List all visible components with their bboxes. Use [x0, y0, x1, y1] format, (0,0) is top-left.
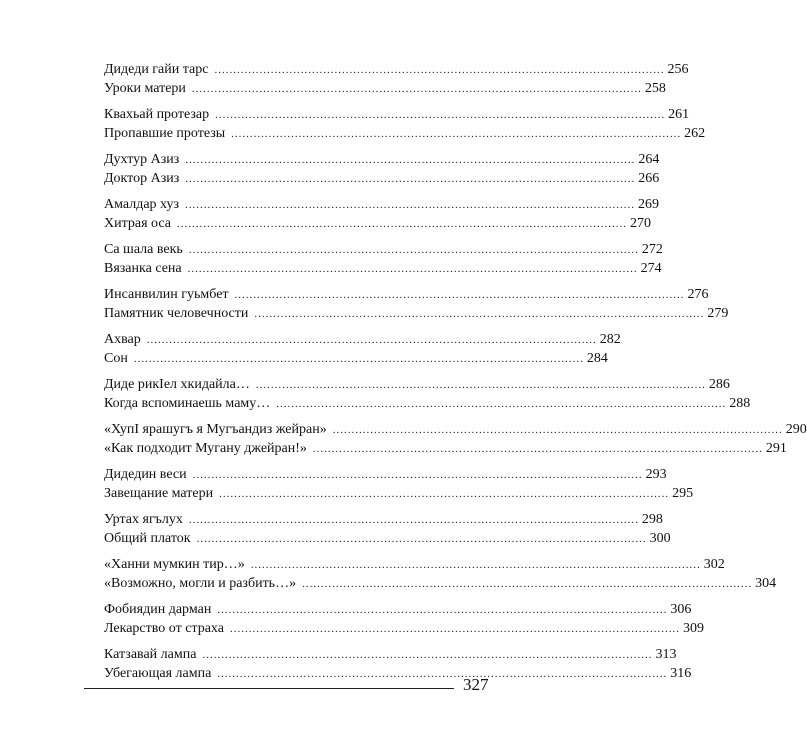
dot-leader: ........................................................................................................................ [217, 668, 668, 680]
toc-entry-title: Пропавшие протезы [104, 126, 226, 141]
toc-entry-title: Ахвар [104, 332, 141, 347]
toc-entry-page: 293 [645, 467, 667, 482]
toc-entry-page: 286 [708, 377, 730, 392]
dot-leader: ........................................................................................................................ [255, 379, 706, 391]
toc-entry-title: Инсанвилин гуьмбет [104, 287, 229, 302]
toc-entry-page: 274 [640, 261, 662, 276]
toc-entry [104, 375, 730, 394]
toc-entry-page: 276 [687, 287, 709, 302]
toc-entry [104, 214, 651, 233]
toc-entry [104, 60, 689, 79]
table-of-contents [104, 60, 807, 690]
toc-entry-title: «Возможно, могли и разбить…» [104, 576, 297, 591]
toc-entry-title: Доктор Азиз [104, 171, 180, 186]
toc-group [104, 510, 671, 548]
toc-entry [104, 484, 694, 503]
toc-group [104, 330, 621, 368]
toc-group [104, 150, 660, 188]
toc-entry-page: 279 [707, 306, 729, 321]
toc-group [104, 195, 660, 233]
toc-entry-page: 261 [668, 107, 690, 122]
toc-entry-title: Диде рикIел хкидайла… [104, 377, 250, 392]
toc-entry-title: «Как подходит Мугану джейран!» [104, 441, 307, 456]
toc-entry [104, 439, 787, 458]
dot-leader: ........................................................................................................................ [250, 559, 701, 571]
toc-entry-page: 298 [641, 512, 663, 527]
dot-leader: ........................................................................................................................ [133, 353, 584, 365]
toc-entry-title: Уртах ягълух [104, 512, 183, 527]
toc-entry-page: 302 [703, 557, 725, 572]
dot-leader: ........................................................................................................................ [202, 649, 653, 661]
toc-group [104, 420, 807, 458]
toc-entry-page: 290 [785, 422, 807, 437]
toc-entry [104, 304, 729, 323]
toc-entry [104, 169, 660, 188]
dot-leader: ........................................................................................................................ [187, 263, 638, 275]
toc-entry-title: Амалдар хуз [104, 197, 180, 212]
dot-leader: ........................................................................................................................ [231, 128, 682, 140]
toc-group [104, 60, 689, 98]
toc-entry-page: 304 [755, 576, 777, 591]
dot-leader: ........................................................................................................................ [188, 514, 639, 526]
toc-entry-page: 309 [682, 621, 704, 636]
toc-group [104, 105, 706, 143]
dot-leader: ........................................................................................................................ [215, 109, 666, 121]
toc-entry-page: 272 [641, 242, 663, 257]
toc-entry-page: 313 [655, 647, 677, 662]
toc-entry-title: Дидеди гайи тарс [104, 62, 209, 77]
toc-entry-page: 256 [667, 62, 689, 77]
toc-entry-title: Квахьай протезар [104, 107, 210, 122]
toc-entry [104, 555, 725, 574]
dot-leader: ........................................................................................................................ [196, 533, 647, 545]
toc-group [104, 375, 751, 413]
toc-entry-page: 284 [586, 351, 608, 366]
toc-entry [104, 285, 709, 304]
toc-entry [104, 529, 671, 548]
toc-entry [104, 79, 666, 98]
toc-entry-title: Лекарство от страха [104, 621, 224, 636]
dot-leader: ........................................................................................................................ [185, 154, 636, 166]
toc-entry [104, 574, 777, 593]
toc-group [104, 465, 694, 503]
dot-leader: ........................................................................................................................ [188, 244, 639, 256]
toc-entry [104, 105, 690, 124]
dot-leader: ........................................................................................................................ [214, 64, 665, 76]
toc-entry-title: «Ханни мумкин тир…» [104, 557, 245, 572]
dot-leader: ........................................................................................................................ [302, 578, 753, 590]
dot-leader: ........................................................................................................................ [332, 424, 783, 436]
toc-entry-page: 316 [670, 666, 692, 681]
toc-entry-title: Духтур Азиз [104, 152, 180, 167]
toc-entry [104, 259, 662, 278]
dot-leader: ........................................................................................................................ [185, 173, 636, 185]
dot-leader: ........................................................................................................................ [312, 443, 763, 455]
dot-leader: ........................................................................................................................ [146, 334, 597, 346]
toc-entry [104, 465, 667, 484]
toc-entry [104, 240, 663, 259]
toc-entry-title: «ХупI ярашугъ я Мугъандиз жейран» [104, 422, 327, 437]
toc-entry-page: 270 [630, 216, 651, 231]
toc-entry [104, 349, 608, 368]
toc-entry-page: 282 [599, 332, 621, 347]
page-number: 327 [463, 675, 489, 694]
toc-entry [104, 510, 663, 529]
toc-entry-page: 258 [644, 81, 666, 96]
toc-group [104, 240, 663, 278]
toc-entry-title: Фобиядин дарман [104, 602, 212, 617]
toc-entry-title: Са шала векь [104, 242, 183, 257]
toc-entry-title: Катзавай лампа [104, 647, 197, 662]
dot-leader: ........................................................................................................................ [191, 83, 642, 95]
toc-entry [104, 150, 660, 169]
toc-entry-title: Вязанка сена [104, 261, 182, 276]
footer-rule [84, 688, 454, 689]
toc-entry [104, 124, 706, 143]
toc-entry-page: 295 [672, 486, 694, 501]
toc-entry-title: Уроки матери [104, 81, 186, 96]
dot-leader: ........................................................................................................................ [219, 488, 670, 500]
dot-leader: ........................................................................................................................ [192, 469, 643, 481]
toc-entry-title: Хитрая оса [104, 216, 171, 231]
toc-entry-page: 300 [649, 531, 671, 546]
dot-leader: ........................................................................................................................ [254, 308, 705, 320]
toc-entry-page: 291 [765, 441, 787, 456]
dot-leader: ........................................................................................................................ [177, 218, 627, 230]
toc-entry-page: 266 [638, 171, 660, 186]
toc-entry-page: 262 [684, 126, 706, 141]
toc-entry-page: 288 [729, 396, 751, 411]
toc-entry-title: Завещание матери [104, 486, 214, 501]
toc-entry [104, 394, 751, 413]
toc-entry [104, 600, 692, 619]
toc-entry [104, 195, 660, 214]
toc-entry-page: 269 [638, 197, 660, 212]
dot-leader: ........................................................................................................................ [217, 604, 668, 616]
dot-leader: ........................................................................................................................ [185, 199, 636, 211]
toc-entry [104, 330, 621, 349]
toc-entry-title: Когда вспоминаешь маму… [104, 396, 271, 411]
toc-entry-page: 306 [670, 602, 692, 617]
toc-group [104, 555, 777, 593]
toc-group [104, 600, 704, 638]
toc-entry [104, 420, 807, 439]
toc-group [104, 285, 729, 323]
toc-entry-page: 264 [638, 152, 660, 167]
toc-entry-title: Общий платок [104, 531, 191, 546]
toc-entry-title: Убегающая лампа [104, 666, 212, 681]
toc-entry-title: Дидедин веси [104, 467, 187, 482]
dot-leader: ........................................................................................................................ [234, 289, 685, 301]
dot-leader: ........................................................................................................................ [229, 623, 680, 635]
toc-entry [104, 619, 704, 638]
toc-entry-title: Памятник человечности [104, 306, 249, 321]
toc-group [104, 645, 692, 683]
toc-entry [104, 664, 692, 683]
dot-leader: ........................................................................................................................ [276, 398, 727, 410]
toc-entry-title: Сон [104, 351, 128, 366]
toc-entry [104, 645, 677, 664]
